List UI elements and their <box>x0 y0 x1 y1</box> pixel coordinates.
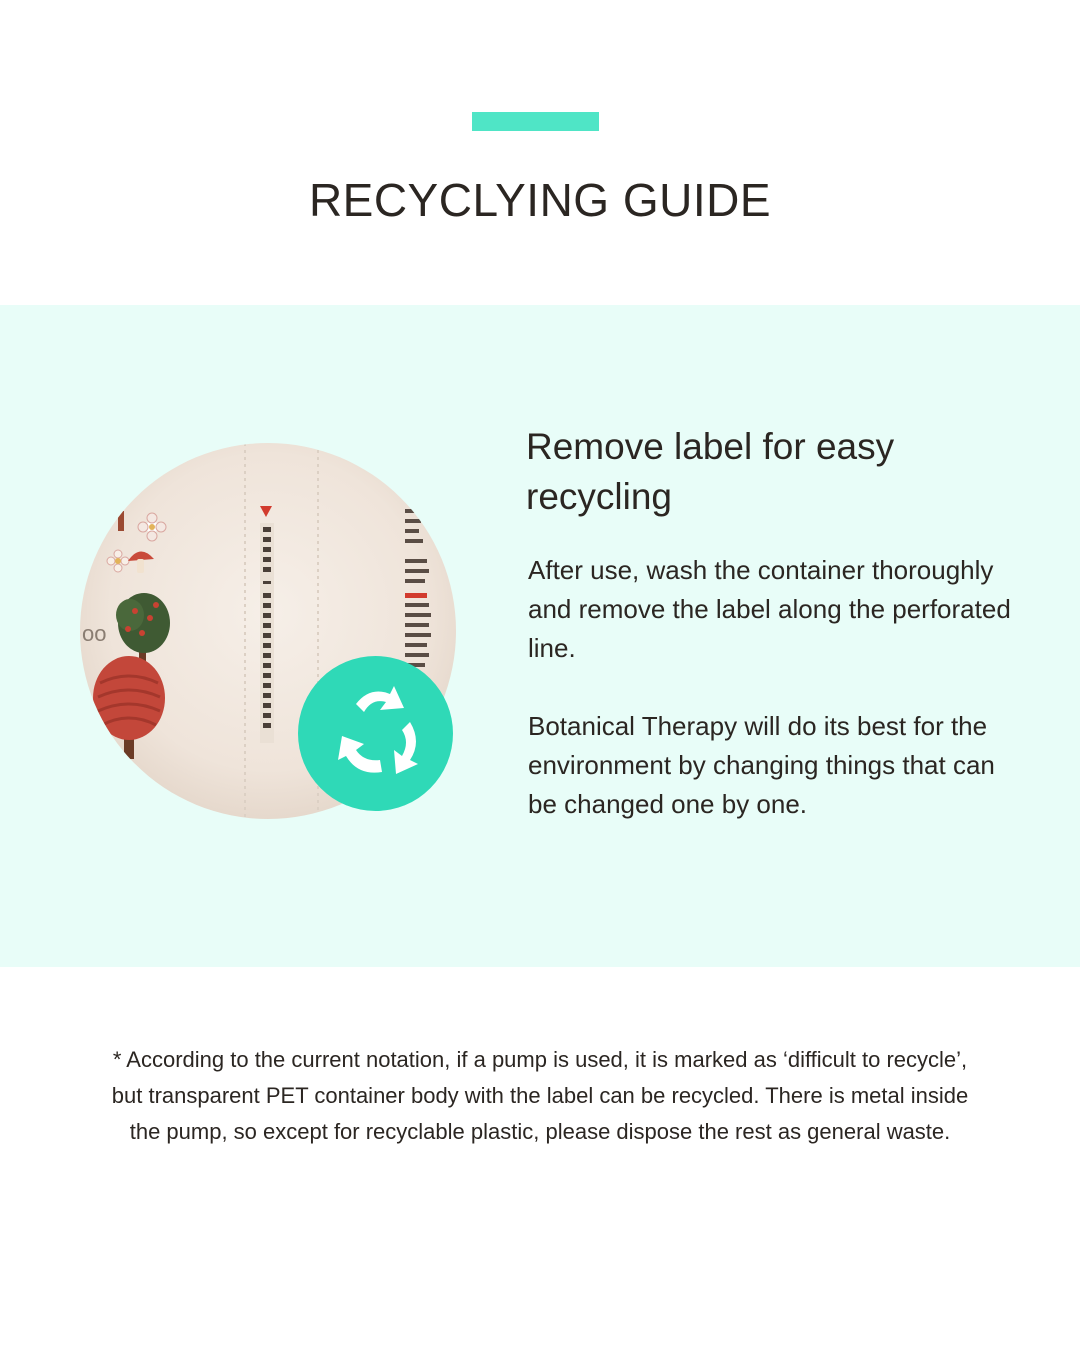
section-heading: Remove label for easy recycling <box>526 426 895 517</box>
page-title: RECYCLYING GUIDE <box>308 174 772 226</box>
recycle-icon <box>298 656 453 811</box>
svg-text:oo: oo <box>82 621 107 646</box>
footnote: * According to the current notation, if a pump is used, it is marked as ‘difficult to recycle’, but transparent PET container body with the label can be recycled. There is metal inside the pump, so except for recyclable plastic, please dispose the rest as general waste. <box>111 1047 969 1144</box>
instruction-paragraph: After use, wash the container thoroughly and remove the label along the perforated line. <box>528 555 1011 663</box>
accent-bar <box>472 112 599 131</box>
recycle-badge <box>298 656 453 811</box>
brand-statement-paragraph: Botanical Therapy will do its best for the environment by changing things that can be changed one by one. <box>528 711 995 819</box>
